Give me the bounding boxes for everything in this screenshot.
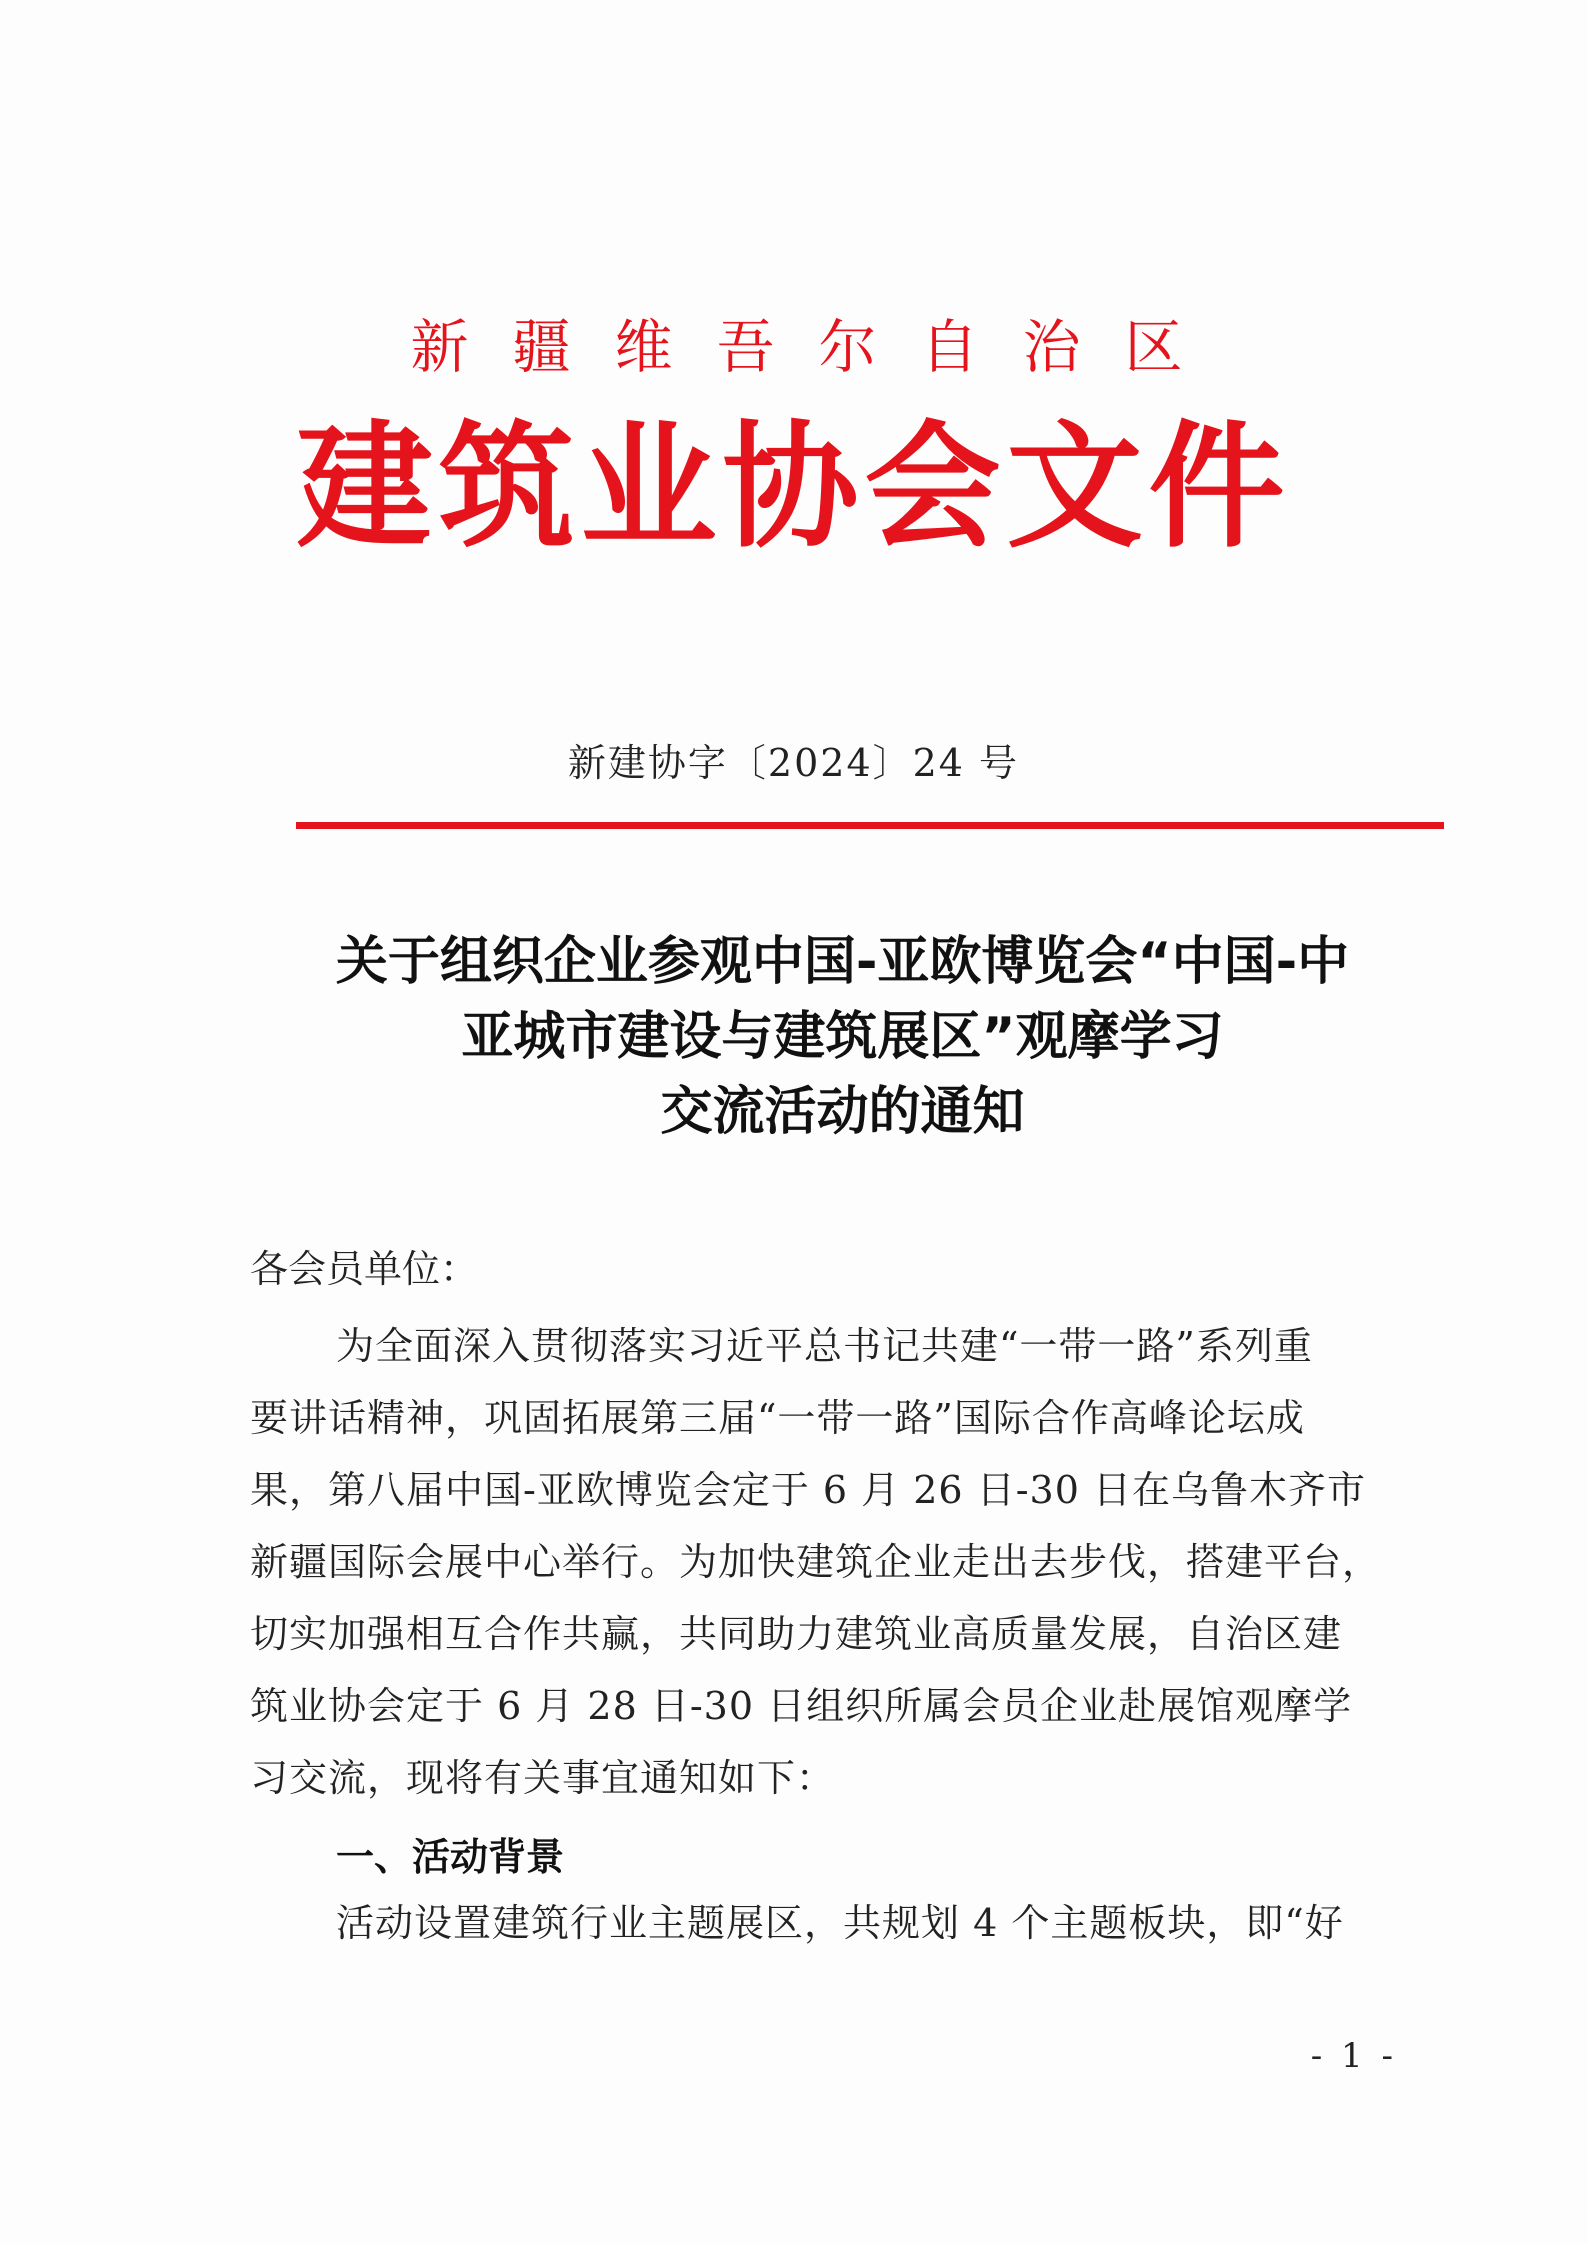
salutation: 各会员单位： <box>250 1247 479 1291</box>
title-line: 亚城市建设与建筑展区”观摩学习 <box>461 1007 1224 1067</box>
red-divider-line <box>296 822 1444 829</box>
paragraph-line: 为全面深入贯彻落实习近平总书记共建“一带一路”系列重 <box>336 1324 1313 1368</box>
paragraph-line: 果，第八届中国-亚欧博览会定于 6 月 26 日-30 日在乌鲁木齐市 <box>250 1468 1366 1512</box>
paragraph-line: 习交流，现将有关事宜通知如下： <box>250 1756 836 1800</box>
issuer-document-heading: 建筑业协会文件 <box>296 409 1291 567</box>
paragraph-line: 新疆国际会展中心举行。为加快建筑企业走出去步伐，搭建平台， <box>250 1540 1382 1584</box>
section-paragraph-line: 活动设置建筑行业主题展区，共规划 4 个主题板块，即“好 <box>336 1901 1344 1945</box>
document-number: 新建协字〔2024〕24 号 <box>567 741 1020 785</box>
section-heading-background: 一、活动背景 <box>336 1835 565 1879</box>
issuer-region: 新疆维吾尔自治区 <box>410 313 1227 381</box>
title-line: 关于组织企业参观中国-亚欧博览会“中国-中 <box>335 932 1350 992</box>
page-number: - 1 - <box>1310 2036 1397 2076</box>
title-line: 交流活动的通知 <box>660 1082 1025 1142</box>
notice-title <box>230 925 1455 1150</box>
paragraph-line: 筑业协会定于 6 月 28 日-30 日组织所属会员企业赴展馆观摩学 <box>250 1684 1353 1728</box>
paragraph-line: 切实加强相互合作共赢，共同助力建筑业高质量发展，自治区建 <box>250 1612 1343 1656</box>
paragraph-line: 要讲话精神，巩固拓展第三届“一带一路”国际合作高峰论坛成 <box>250 1396 1305 1440</box>
intro-paragraph <box>250 1310 1420 1814</box>
